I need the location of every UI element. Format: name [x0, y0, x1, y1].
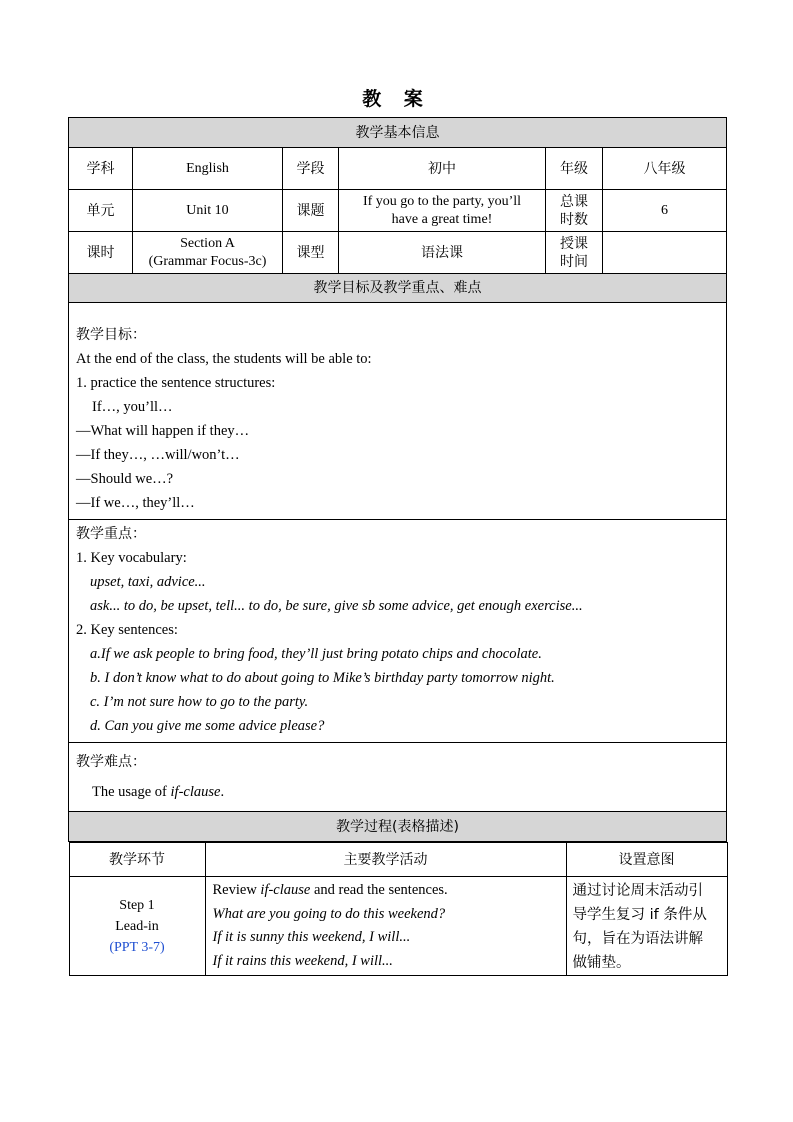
activity-intro	[213, 879, 559, 903]
activity-line: What are you going to do this weekend?	[212, 905, 446, 922]
goal-structure-line: —Should we…?	[76, 471, 174, 487]
goal-structure-line: —If we…, they’ll…	[76, 495, 195, 511]
activity-line: If it rains this weekend, I will...	[212, 952, 393, 969]
key-sentence: b. I don’t know what to do about going to Mike’s birthday party tomorrow night.	[90, 670, 555, 686]
unit-value: Unit 10	[133, 190, 283, 232]
intent-line: 通过讨论周末活动引	[572, 883, 703, 899]
teaching-time-value	[603, 232, 727, 274]
total-label-line-2: 时数	[560, 211, 588, 228]
lesson-type-value: 语法课	[339, 232, 546, 274]
total-label-line-1: 总课	[560, 193, 588, 210]
grade-label: 年级	[546, 148, 603, 190]
unit-label: 单元	[69, 190, 133, 232]
total-periods-label	[546, 190, 603, 232]
key-vocabulary-title: 1. Key vocabulary:	[76, 550, 187, 566]
key-sentence: d. Can you give me some advice please?	[90, 718, 325, 734]
grade-value: 八年级	[603, 148, 727, 190]
col-header-step: 教学环节	[69, 843, 205, 877]
difficult-suffix: .	[220, 784, 225, 800]
period-value	[133, 232, 283, 274]
lesson-type-label: 课型	[283, 232, 339, 274]
goal-structure-line: —What will happen if they…	[76, 423, 250, 439]
teaching-goals-section	[69, 303, 727, 520]
stage-value: 初中	[339, 148, 546, 190]
process-container	[69, 842, 727, 977]
key-vocabulary-line: ask... to do, be upset, tell... to do, be sure, give sb some advice, get enough exercise...	[90, 598, 583, 614]
period-line-2: (Grammar Focus-3c)	[148, 253, 267, 269]
step-1-name: Lead-in	[115, 918, 159, 934]
col-header-intent: 设置意图	[566, 843, 727, 877]
activity-line: If it is sunny this weekend, I will...	[212, 929, 411, 945]
key-sentences-title: 2. Key sentences:	[76, 622, 178, 638]
time-label-line-2: 时间	[560, 253, 588, 270]
basic-info-header: 教学基本信息	[69, 118, 727, 148]
period-line-1: Section A	[180, 235, 235, 251]
difficult-points-text	[76, 777, 719, 807]
goals-item-1: 1. practice the sentence structures:	[76, 375, 276, 391]
subject-value: English	[133, 148, 283, 190]
topic-line-1: If you go to the party, you’ll	[362, 193, 522, 209]
document-title: 教 案	[362, 88, 431, 110]
topic-line-2: have a great time!	[391, 211, 493, 227]
stage-label: 学段	[283, 148, 339, 190]
key-points-title: 教学重点：	[76, 526, 146, 542]
lesson-plan-table	[68, 117, 727, 976]
col-header-activity: 主要教学活动	[205, 843, 566, 877]
goal-structure-line: —If they…, …will/won’t…	[76, 447, 240, 463]
step-1-intent	[566, 877, 727, 976]
teaching-time-label	[546, 232, 603, 274]
subject-label: 学科	[69, 148, 133, 190]
key-sentence: a.If we ask people to bring food, they’ll just bring potato chips and chocolate.	[90, 646, 542, 662]
process-header: 教学过程(表格描述)	[69, 812, 727, 842]
difficult-points-section	[69, 743, 727, 812]
objectives-header: 教学目标及教学重点、难点	[69, 274, 727, 303]
intent-line: 导学生复习 if 条件从	[572, 907, 707, 923]
difficult-points-title: 教学难点：	[76, 754, 146, 770]
key-sentence: c. I’m not sure how to go to the party.	[90, 694, 309, 710]
goal-structure-line: If…, you’ll…	[92, 399, 173, 415]
step-1-cell	[69, 877, 205, 976]
difficult-emphasis: if-clause	[170, 784, 221, 800]
activity-emphasis: if-clause	[260, 882, 311, 898]
intent-line: 句，旨在为语法讲解	[572, 931, 703, 947]
step-1-activity	[205, 877, 566, 976]
intent-line: 做铺垫。	[572, 955, 631, 971]
activity-prefix: Review	[212, 882, 261, 898]
step-1-ppt-ref: (PPT 3-7)	[109, 939, 165, 955]
key-vocabulary-line: upset, taxi, advice...	[90, 574, 206, 590]
topic-value	[339, 190, 546, 232]
time-label-line-1: 授课	[560, 235, 588, 252]
goals-title: 教学目标：	[76, 327, 146, 343]
key-points-section	[69, 520, 727, 743]
activity-suffix: and read the sentences.	[310, 882, 448, 898]
step-1-number: Step 1	[119, 897, 155, 913]
goals-intro: At the end of the class, the students will be able to:	[76, 351, 372, 367]
difficult-prefix: The usage of	[92, 784, 171, 800]
period-label: 课时	[69, 232, 133, 274]
topic-label: 课题	[283, 190, 339, 232]
total-periods-value: 6	[603, 190, 727, 232]
process-table	[69, 842, 728, 976]
